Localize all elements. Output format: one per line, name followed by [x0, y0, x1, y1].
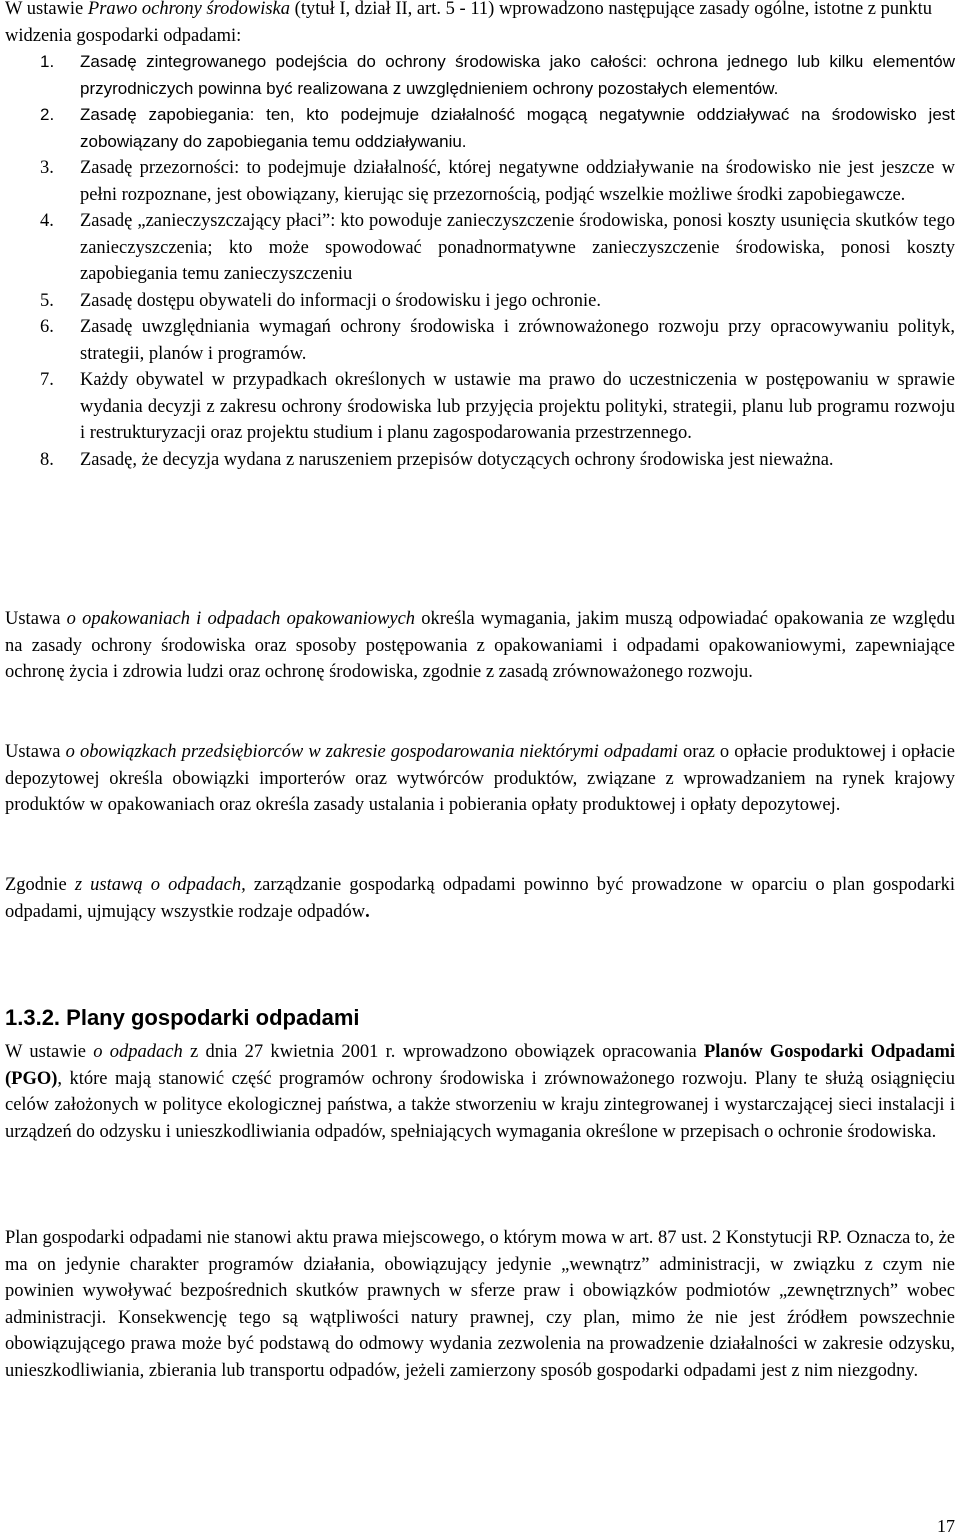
list-item-text: Zasadę dostępu obywateli do informacji o środowisku i jego ochronie.	[80, 290, 601, 311]
intro-text-start: W ustawie	[5, 0, 88, 19]
list-item-text: Zasadę zapobiegania: ten, kto podejmuje działalność mogącą negatywnie oddziaływać na środowisko jest zobowiązany do zapobiegania temu oddziaływaniu.	[80, 105, 955, 151]
list-item-text: Zasadę „zanieczyszczający płaci”: kto powoduje zanieczyszczenie środowiska, ponosi koszty usunięcia skutków tego zanieczyszczenia; kto może spowodować ponadnormatywne zanieczyszczenie środowiska, ponosi koszty zapobiegania temu zanieczyszczeniu	[80, 211, 955, 284]
law-title: z ustawą o odpadach,	[74, 875, 246, 895]
list-item-number: 1.	[40, 52, 55, 71]
intro-paragraph	[5, 0, 955, 49]
list-item	[5, 288, 955, 315]
list-item-number: 3.	[40, 158, 54, 178]
list-item-text: Każdy obywatel w przypadkach określonych w ustawie ma prawo do uczestniczenia w postępowaniu w sprawie wydania decyzji z zakresu ochrony środowiska lub przyjęcia projektu polityki, strategii, planu lub programu rozwoju i restrukturyzacji oraz projektu studium i planu zagospodarowania przestrzennego.	[80, 370, 955, 443]
paragraph-text-start: Ustawa	[5, 609, 67, 629]
list-item-number: 5.	[40, 290, 54, 311]
list-item	[5, 367, 955, 447]
intro-law-title: Prawo ochrony środowiska	[87, 0, 291, 19]
paragraph-text-start: Ustawa	[5, 742, 66, 762]
list-item	[5, 155, 955, 208]
pgo-term: Planów Gospodarki Odpadami (PGO)	[5, 1042, 955, 1089]
list-item-text: Zasadę uwzględniania wymagań ochrony środowiska i zrównoważonego rozwoju przy opracowywaniu polityk, strategii, planów i programów.	[80, 317, 955, 364]
page-number: 17	[937, 1516, 955, 1536]
section-heading: 1.3.2. Plany gospodarki odpadami	[5, 1005, 360, 1030]
intro-text-end: (tytuł I, dział II, art. 5 - 11) wprowadzono następujące zasady ogólne, istotne z punktu widzenia gospodarki odpadami:	[5, 0, 933, 46]
list-item-number: 2.	[40, 105, 55, 124]
list-item	[5, 102, 955, 155]
list-item-number: 8.	[40, 449, 54, 470]
law-title: o odpadach	[93, 1042, 183, 1062]
paragraph-text-start: W ustawie	[5, 1042, 94, 1062]
plan-legal-status-paragraph: Plan gospodarki odpadami nie stanowi aktu prawa miejscowego, o którym mowa w art. 87 ust. 2 Konstytucji RP. Oznacza to, że ma on jedynie charakter programów działania, obowiązujący jedynie „wewnątrz” administracji, w związku z czym nie powinien wywoływać bezpośrednich skutków prawnych w sferze praw i obowiązków podmiotów „zewnętrznych” wobec administracji. Konsekwencję tego są wątpliwości natury prawnej, czy plan, mimo że nie jest źródłem powszechnie obowiązującego prawa może być podstawą do odmowy wydania zezwolenia na prowadzenie działalności w zakresie odzysku, unieszkodliwiania, zbierania lub transportu odpadów, jeżeli zamierzony sposób gospodarki odpadami jest z nim niezgodny.	[5, 1228, 955, 1381]
list-item-number: 7.	[40, 370, 54, 390]
paragraph-text-end: , które mają stanowić część programów ochrony środowiska i zrównoważonego rozwoju. Plany te służą osiągnięciu celów założonych w polityce ekologicznej państwa, a także stworzeniu w kraju zintegrowanej i wystarczającej sieci instalacji i urządzeń do odzysku i unieszkodliwiania odpadów, spełniających wymagania określone w przepisach o ochronie środowiska.	[5, 1068, 955, 1142]
paragraph-text-start: Zgodnie	[5, 875, 75, 895]
waste-law-paragraph	[5, 872, 955, 925]
list-item	[5, 208, 955, 288]
obligations-law-paragraph	[5, 739, 955, 819]
list-item-text: Zasadę przezorności: to podejmuje działalność, której negatywne oddziaływanie na środowisko nie jest jeszcze w pełni rozpoznane, jest obowiązany, kierując się przezornością, podjąć wszelkie możliwe środki zapobiegawcze.	[80, 158, 955, 205]
principles-list	[5, 49, 955, 473]
paragraph-text-middle: z dnia 27 kwietnia 2001 r. wprowadzono obowiązek opracowania	[182, 1042, 704, 1062]
law-title: o opakowaniach i odpadach opakowaniowych	[66, 609, 416, 629]
packaging-law-paragraph	[5, 606, 955, 686]
list-item	[5, 314, 955, 367]
list-item	[5, 447, 955, 474]
pgo-paragraph	[5, 1039, 955, 1145]
list-item-text: Zasadę zintegrowanego podejścia do ochrony środowiska jako całości: ochrona jednego lub kilku elementów przyrodniczych powinna być realizowana z uwzględnieniem ochrony pozostałych elementów.	[80, 52, 955, 98]
paragraph-end-mark: .	[365, 901, 370, 922]
list-item-number: 6.	[40, 317, 54, 337]
list-item	[5, 49, 955, 102]
list-item-text: Zasadę, że decyzja wydana z naruszeniem przepisów dotyczących ochrony środowiska jest nieważna.	[80, 449, 834, 470]
list-item-number: 4.	[40, 211, 54, 231]
paragraph-text-middle: zarządzanie gospodarką odpadami powinno być prowadzone w oparciu o plan gospodarki odpadami, ujmujący wszystkie rodzaje odpadów	[5, 875, 955, 922]
law-title: o obowiązkach przedsiębiorców w zakresie gospodarowania niektórymi odpadami	[65, 742, 678, 762]
paragraph-text-end: oraz o opłacie produktowej i opłacie depozytowej określa obowiązki importerów oraz wytwórców produktów, związane z wprowadzaniem na rynek krajowy produktów w opakowaniach oraz określa zasady ustalania i pobierania opłaty produktowej i opłaty depozytowej.	[5, 742, 956, 815]
paragraph-text-end: określa wymagania, jakim muszą odpowiadać opakowania ze względu na zasady ochrony środowiska oraz sposoby postępowania z opakowaniami i odpadami opakowaniowymi, zapewniające ochronę życia i zdrowia ludzi oraz ochronę środowiska, zgodnie z zasadą zrównoważonego rozwoju.	[5, 609, 955, 682]
